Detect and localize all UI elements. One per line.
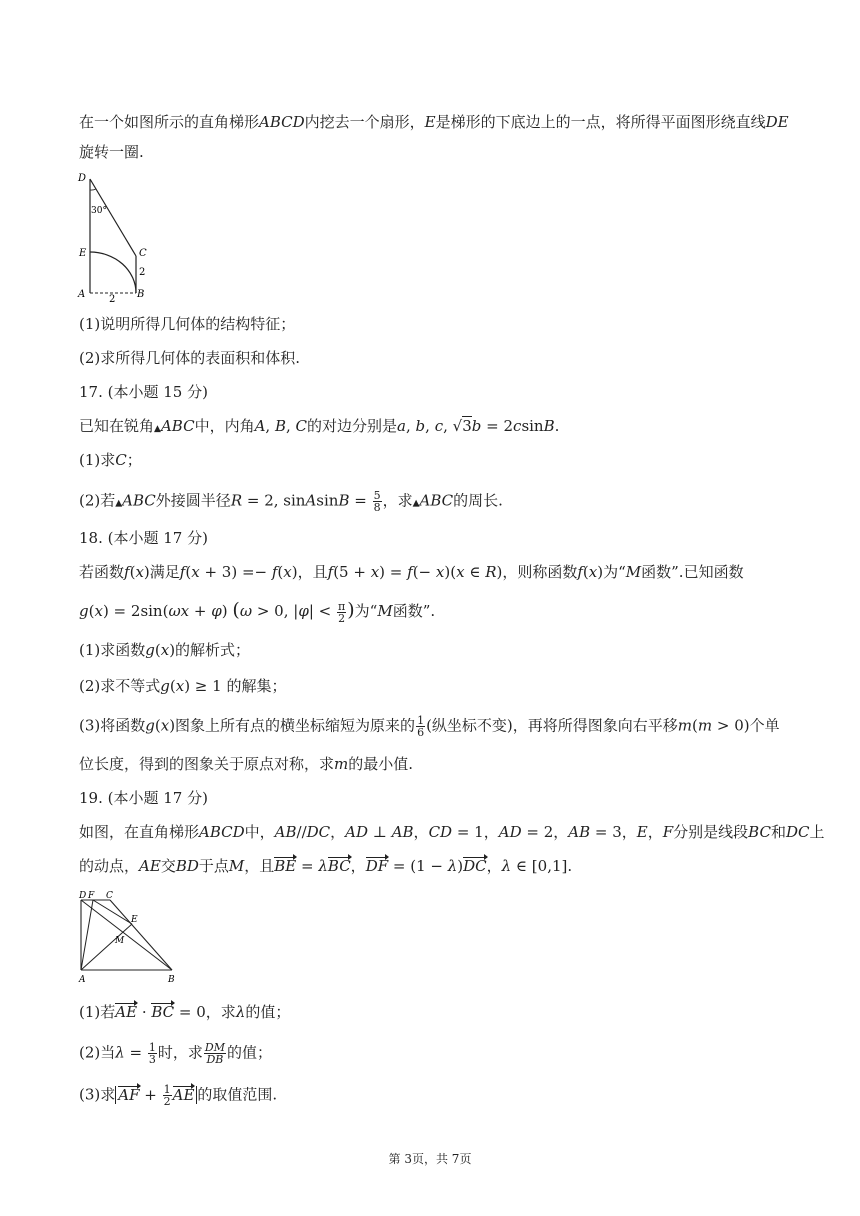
q16-intro-line2: 旋转一圈. [79,143,144,161]
fig16-label-d: D [78,173,87,184]
q17-stem: 已知在锐角▲ABC中，内角A, B, C的对边分别是a, b, c, √3b = 2csinB. [79,417,560,435]
fig16-label-e: E [79,248,87,259]
q18-part1: (1)求函数g(x)的解析式； [79,641,251,659]
q18-stem-line2: g(x) = 2sin(ωx + φ) (ω > 0, |φ| < $\frac{\pi}{2}$ )为“M函数”. [79,599,436,625]
q18-part2: (2)求不等式g(x) ≥ 1 的解集； [79,677,287,695]
right-trapezoid-figure [76,888,186,988]
q16-part1: (1)说明所得几何体的结构特征； [79,315,296,333]
q19-stem-line1: 如图，在直角梯形ABCD中，AB//DC，AD ⊥ AB，CD = 1，AD = 2，AB = 3，E，F分别是线段BC和DC上 [79,823,825,841]
q17-part1: (1)求C； [79,451,142,469]
fig16-label-a: A [78,289,86,300]
trapezoid-figure [76,170,156,305]
q19-part1: (1)若AE · BC = 0，求λ的值； [79,1003,291,1021]
fig16-label-b: B [137,289,145,300]
q19-stem-line2: 的动点，AE交BD于点M，且BE = λBC，DF = (1 − λ)DC，λ ∈ [0,1]. [79,857,573,875]
q16-intro-line1: 在一个如图所示的直角梯形ABCD内挖去一个扇形，E是梯形的下底边上的一点，将所得平面图形绕直线DE [79,113,789,131]
q19-header: 19. (本小题 17 分) [79,789,208,807]
fig19-label-c: C [106,891,113,901]
fig16-len-bc: 2 [139,267,146,278]
fig16-label-c: C [139,248,147,259]
q17-part2: (2)若▲ABC外接圆半径R = 2, sinAsinB = $\frac{5}{8}$ ，求▲ABC的周长. [79,489,503,514]
q19-part2: (2)当λ = $\frac{1}{3}$ 时，求 $\frac{DM}{DB}$ 的值； [79,1041,272,1066]
fig19-label-m: M [115,936,125,946]
fig16-len-ab: 2 [109,294,116,305]
fig19-label-d: D [79,891,87,901]
q18-header: 18. (本小题 17 分) [79,529,208,547]
q17-header: 17. (本小题 15 分) [79,383,208,401]
fig19-label-f: F [88,891,95,901]
fig19-label-e: E [131,915,138,925]
page-footer: 第 3页，共 7页 [388,1152,472,1166]
q16-part2: (2)求所得几何体的表面积和体积. [79,349,301,367]
fig19-label-b: B [168,975,175,985]
q18-part3-line1: (3)将函数g(x)图象上所有点的横坐标缩短为原来的 $\frac{1}{6}$ (纵坐标不变)，再将所得图象向右平移m(m > 0)个单 [79,714,780,739]
q18-stem-line1: 若函数f(x)满足f(x + 3) =− f(x)，且f(5 + x) = f(− x)(x ∈ R)，则称函数f(x)为“M函数”.已知函数 [79,563,744,581]
q18-part3-line2: 位长度，得到的图象关于原点对称，求m的最小值. [79,755,414,773]
fig19-label-a: A [79,975,86,985]
q19-part3: (3)求 AF + $\frac{1}{2}$ AE 的取值范围. [79,1083,278,1108]
fig16-angle: 30° [91,206,107,216]
